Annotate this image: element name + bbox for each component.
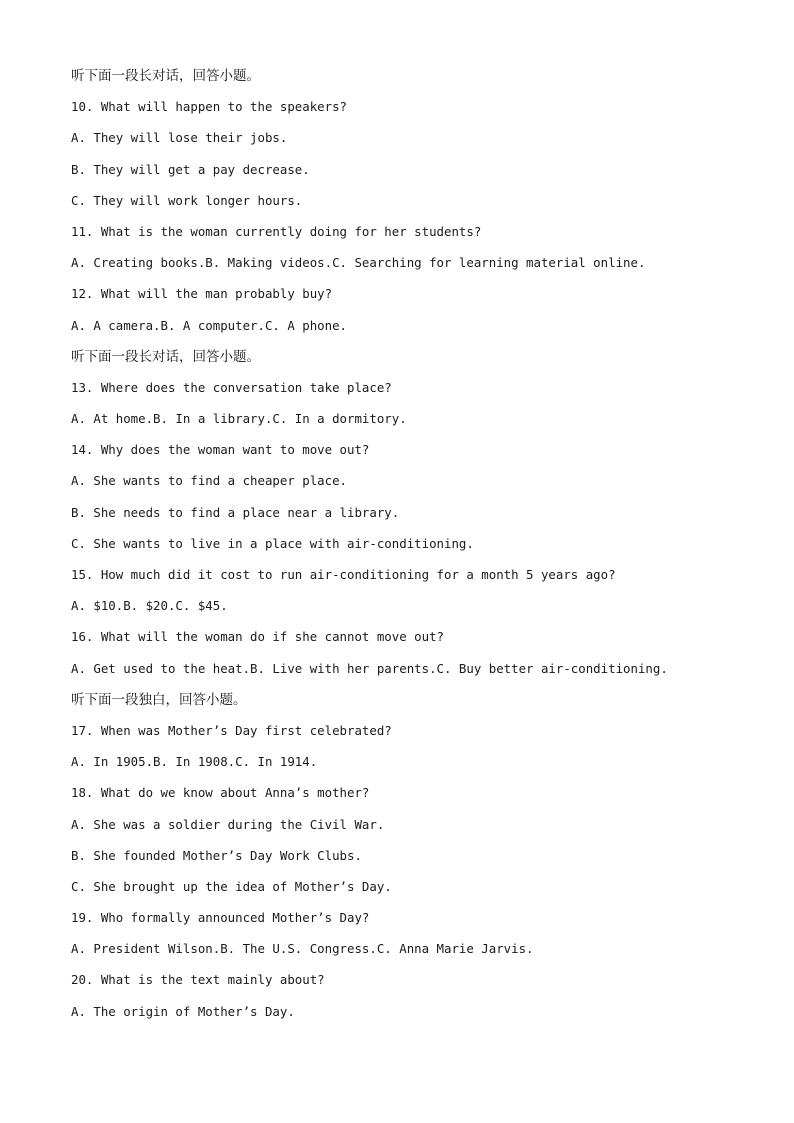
- answer-options: A. President Wilson.B. The U.S. Congress.C. Anna Marie Jarvis.: [71, 941, 534, 957]
- question-12: 12. What will the man probably buy?: [71, 286, 333, 302]
- question-11: 11. What is the woman currently doing for her students?: [71, 223, 482, 239]
- answer-options: A. At home.B. In a library.C. In a dormitory.: [71, 411, 407, 427]
- question-14: 14. Why does the woman want to move out?: [71, 442, 370, 458]
- answer-option: C. She brought up the idea of Mother’s Day.: [71, 878, 392, 894]
- answer-options: A. $10.B. $20.C. $45.: [71, 598, 228, 614]
- answer-option: C. They will work longer hours.: [71, 192, 303, 208]
- answer-options: A. Get used to the heat.B. Live with her parents.C. Buy better air-conditioning.: [71, 660, 668, 676]
- answer-options: A. Creating books.B. Making videos.C. Searching for learning material online.: [71, 255, 646, 271]
- question-17: 17. When was Mother’s Day first celebrated?: [71, 722, 392, 738]
- question-13: 13. Where does the conversation take place?: [71, 379, 392, 395]
- document-body: [71, 64, 731, 1031]
- section-instruction: 听下面一段长对话，回答小题。: [71, 68, 260, 84]
- question-20: 20. What is the text mainly about?: [71, 972, 325, 988]
- question-18: 18. What do we know about Anna’s mother?: [71, 785, 370, 801]
- answer-option: B. She needs to find a place near a library.: [71, 504, 400, 520]
- section-instruction: 听下面一段长对话，回答小题。: [71, 348, 260, 365]
- question-19: 19. Who formally announced Mother’s Day?: [71, 910, 370, 926]
- answer-options: A. In 1905.B. In 1908.C. In 1914.: [71, 754, 318, 770]
- answer-options: A. A camera.B. A computer.C. A phone.: [71, 317, 348, 333]
- answer-option: A. She was a soldier during the Civil War.: [71, 816, 385, 832]
- answer-option: C. She wants to live in a place with air-conditioning.: [71, 535, 474, 551]
- question-10: 10. What will happen to the speakers?: [71, 99, 348, 115]
- answer-option: A. The origin of Mother’s Day.: [71, 1003, 295, 1019]
- question-16: 16. What will the woman do if she cannot move out?: [71, 629, 444, 645]
- answer-option: B. They will get a pay decrease.: [71, 161, 310, 177]
- question-15: 15. How much did it cost to run air-conditioning for a month 5 years ago?: [71, 567, 616, 582]
- answer-option: A. They will lose their jobs.: [71, 130, 288, 146]
- answer-option: A. She wants to find a cheaper place.: [71, 473, 348, 489]
- answer-option: B. She founded Mother’s Day Work Clubs.: [71, 847, 362, 863]
- section-instruction: 听下面一段独白，回答小题。: [71, 691, 247, 708]
